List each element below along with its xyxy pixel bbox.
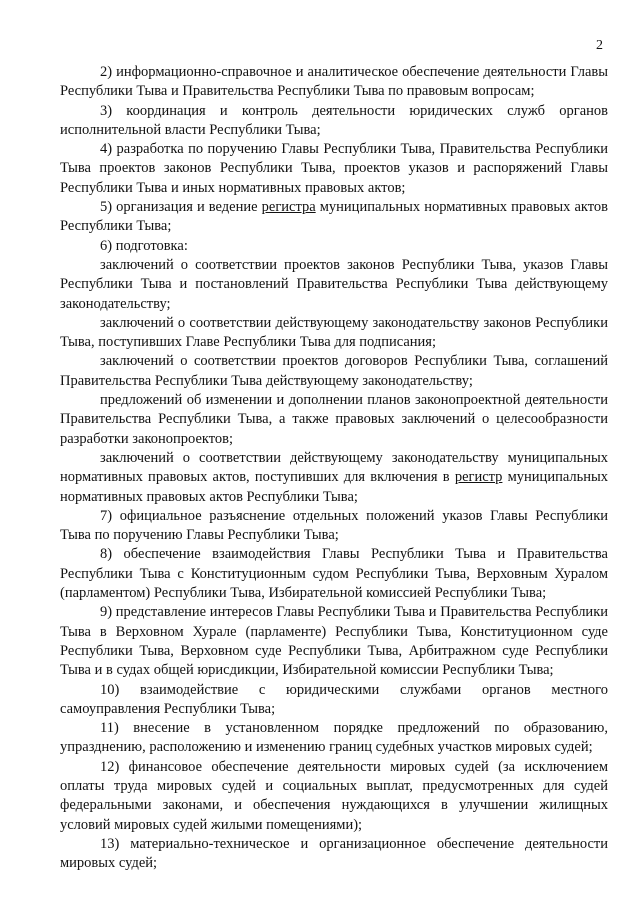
subparagraph-municipal-acts-post: муниципальных нормативных правовых актов Республики Тыва; — [60, 469, 608, 505]
paragraph-item-9: 9) представление интересов Главы Республики Тыва и Правительства Республики Тыва в Верховном Хурале (парламенте) Республики Тыва, Конституционном суде Республики Тыва, Верховном суде Республики Тыва, Арбитражном суде Республики Тыва и в судах общей юрисдикции, Избирательной комиссии Республики Тыва; — [60, 604, 608, 679]
subparagraph-municipal-acts — [60, 449, 608, 507]
paragraph-item-7: 7) официальное разъяснение отдельных положений указов Главы Республики Тыва по поручению Главы Республики Тыва; — [60, 507, 608, 544]
paragraph-item-8: 8) обеспечение взаимодействия Главы Республики Тыва и Правительства Республики Тыва с Конституционным судом Республики Тыва, Верховным Хуралом (парламентом) Республики Тыва, Избирательной комиссией Республики Тыва; — [60, 546, 608, 602]
page-number: 2 — [596, 38, 603, 53]
subparagraph-plans: предложений об изменении и дополнении планов законопроектной деятельности Правительства Республики Тыва, а также правовых заключений о целесообразности разработки законопроектов; — [60, 392, 608, 447]
register-link[interactable]: регистр — [454, 469, 503, 486]
subparagraph-laws-conformity: заключений о соответствии проектов законов Республики Тыва, указов Главы Республики Тыва и постановлений Правительства Республики Тыва действующему законодательству; — [60, 256, 608, 312]
paragraph-item-2: 2) информационно-справочное и аналитическое обеспечение деятельности Главы Республики Тыва и Правительства Республики Тыва по правовым вопросам; — [60, 64, 608, 100]
paragraph-item-5 — [60, 198, 608, 237]
document-body — [60, 63, 608, 873]
paragraph-item-5-post: муниципальных нормативных правовых актов Республики Тыва; — [60, 199, 609, 235]
subparagraph-treaties: заключений о соответствии проектов договоров Республики Тыва, соглашений Правительства Республики Тыва действующему законодательству; — [60, 353, 608, 389]
subparagraph-municipal-acts-pre: заключений о соответствии действующему законодательству муниципальных нормативных правовых актов, поступивших для включения в — [60, 449, 608, 486]
paragraph-item-13: 13) материально-техническое и организационное обеспечение деятельности мировых судей; — [60, 835, 608, 872]
registry-link[interactable]: регистра — [261, 199, 316, 216]
paragraph-item-12: 12) финансовое обеспечение деятельности мировых судей (за исключением оплаты труда мировых судей и социальных выплат, предусмотренных для судей федеральными законами, и обеспечения нуждающихся в улучшении жилищных условий мировых судей жилыми помещениями); — [60, 758, 608, 833]
subparagraph-laws-signing: заключений о соответствии действующему законодательству законов Республики Тыва, поступивших Главе Республики Тыва для подписания; — [60, 314, 608, 351]
paragraph-item-6: 6) подготовка: — [100, 237, 188, 254]
paragraph-item-10: 10) взаимодействие с юридическими службами органов местного самоуправления Республики Тыва; — [60, 681, 608, 717]
paragraph-item-4: 4) разработка по поручению Главы Республики Тыва, Правительства Республики Тыва проектов законов Республики Тыва, проектов указов и распоряжений Главы Республики Тыва и иных нормативных правовых актов; — [60, 141, 608, 196]
paragraph-item-3: 3) координация и контроль деятельности юридических служб органов исполнительной власти Республики Тыва; — [60, 102, 608, 138]
paragraph-item-11: 11) внесение в установленном порядке предложений по образованию, упразднению, расположению и изменению границ судебных участков мировых судей; — [60, 720, 608, 756]
paragraph-item-5-pre: 5) организация и ведение — [100, 199, 262, 216]
